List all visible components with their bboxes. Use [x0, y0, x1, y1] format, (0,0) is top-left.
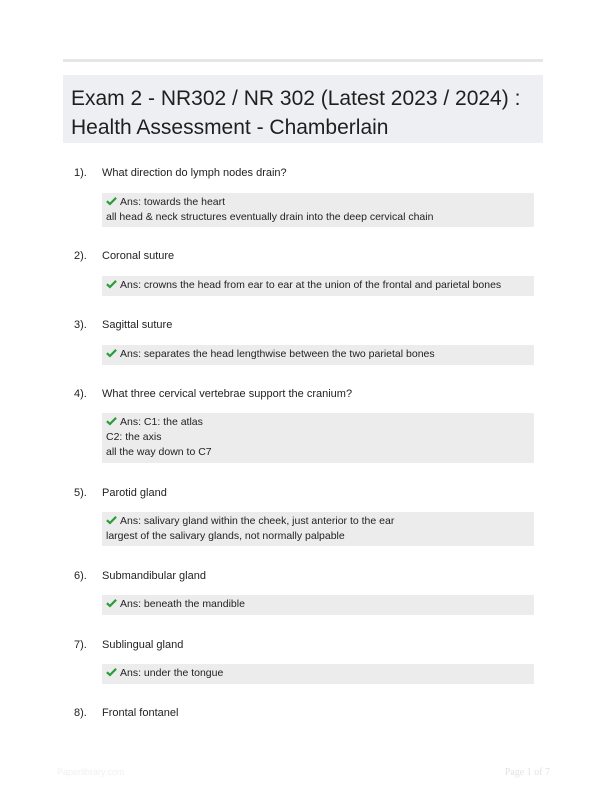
check-icon: [106, 515, 117, 525]
answer-line: Ans: separates the head lengthwise between the two parietal bones: [120, 348, 435, 360]
question-text: What three cervical vertebrae support the cranium?: [102, 388, 353, 400]
question-text: Submandibular gland: [102, 570, 206, 582]
question-number: 1).: [74, 167, 87, 179]
title-line-2: Health Assessment - Chamberlain: [71, 116, 389, 139]
answer-box: [102, 276, 534, 296]
title-line-1: Exam 2 - NR302 / NR 302 (Latest 2023 / 2024) :: [71, 87, 521, 110]
check-icon: [106, 196, 117, 206]
question-number: 2).: [74, 250, 87, 262]
question-number: 3).: [74, 319, 87, 331]
top-divider: [63, 59, 543, 62]
answer-line: Ans: crowns the head from ear to ear at the union of the frontal and parietal bones: [120, 279, 502, 291]
question-number: 5).: [74, 487, 87, 499]
question-text: Frontal fontanel: [102, 707, 179, 719]
check-icon: [106, 598, 117, 608]
question-number: 7).: [74, 639, 87, 651]
answer-line: largest of the salivary glands, not normally palpable: [106, 530, 345, 542]
answer-box: [102, 193, 534, 227]
answer-line: Ans: salivary gland within the cheek, just anterior to the ear: [120, 515, 395, 527]
check-icon: [106, 667, 117, 677]
answer-box: [102, 595, 534, 615]
answer-box: [102, 664, 534, 684]
question-text: Parotid gland: [102, 487, 167, 499]
answer-line: all the way down to C7: [106, 446, 212, 458]
answer-line: Ans: towards the heart: [120, 196, 226, 208]
check-icon: [106, 279, 117, 289]
answer-box: [102, 512, 534, 546]
answer-line: C2: the axis: [106, 431, 162, 443]
answer-box: [102, 345, 534, 365]
question-text: Sublingual gland: [102, 639, 184, 651]
watermark-text: Paperlibrary.com: [57, 767, 125, 777]
question-number: 4).: [74, 388, 87, 400]
question-text: What direction do lymph nodes drain?: [102, 167, 287, 179]
document-title: [63, 75, 543, 143]
question-text: Coronal suture: [102, 250, 175, 262]
check-icon: [106, 416, 117, 426]
page-number: Page 1 of 7: [504, 767, 550, 778]
question-number: 8).: [74, 707, 87, 719]
answer-line: Ans: under the tongue: [120, 667, 224, 679]
answer-line: Ans: beneath the mandible: [120, 598, 245, 610]
answer-line: all head & neck structures eventually drain into the deep cervical chain: [106, 211, 434, 223]
check-icon: [106, 348, 117, 358]
answer-line: Ans: C1: the atlas: [120, 416, 203, 428]
answer-box: [102, 413, 534, 463]
question-number: 6).: [74, 570, 87, 582]
question-text: Sagittal suture: [102, 319, 173, 331]
